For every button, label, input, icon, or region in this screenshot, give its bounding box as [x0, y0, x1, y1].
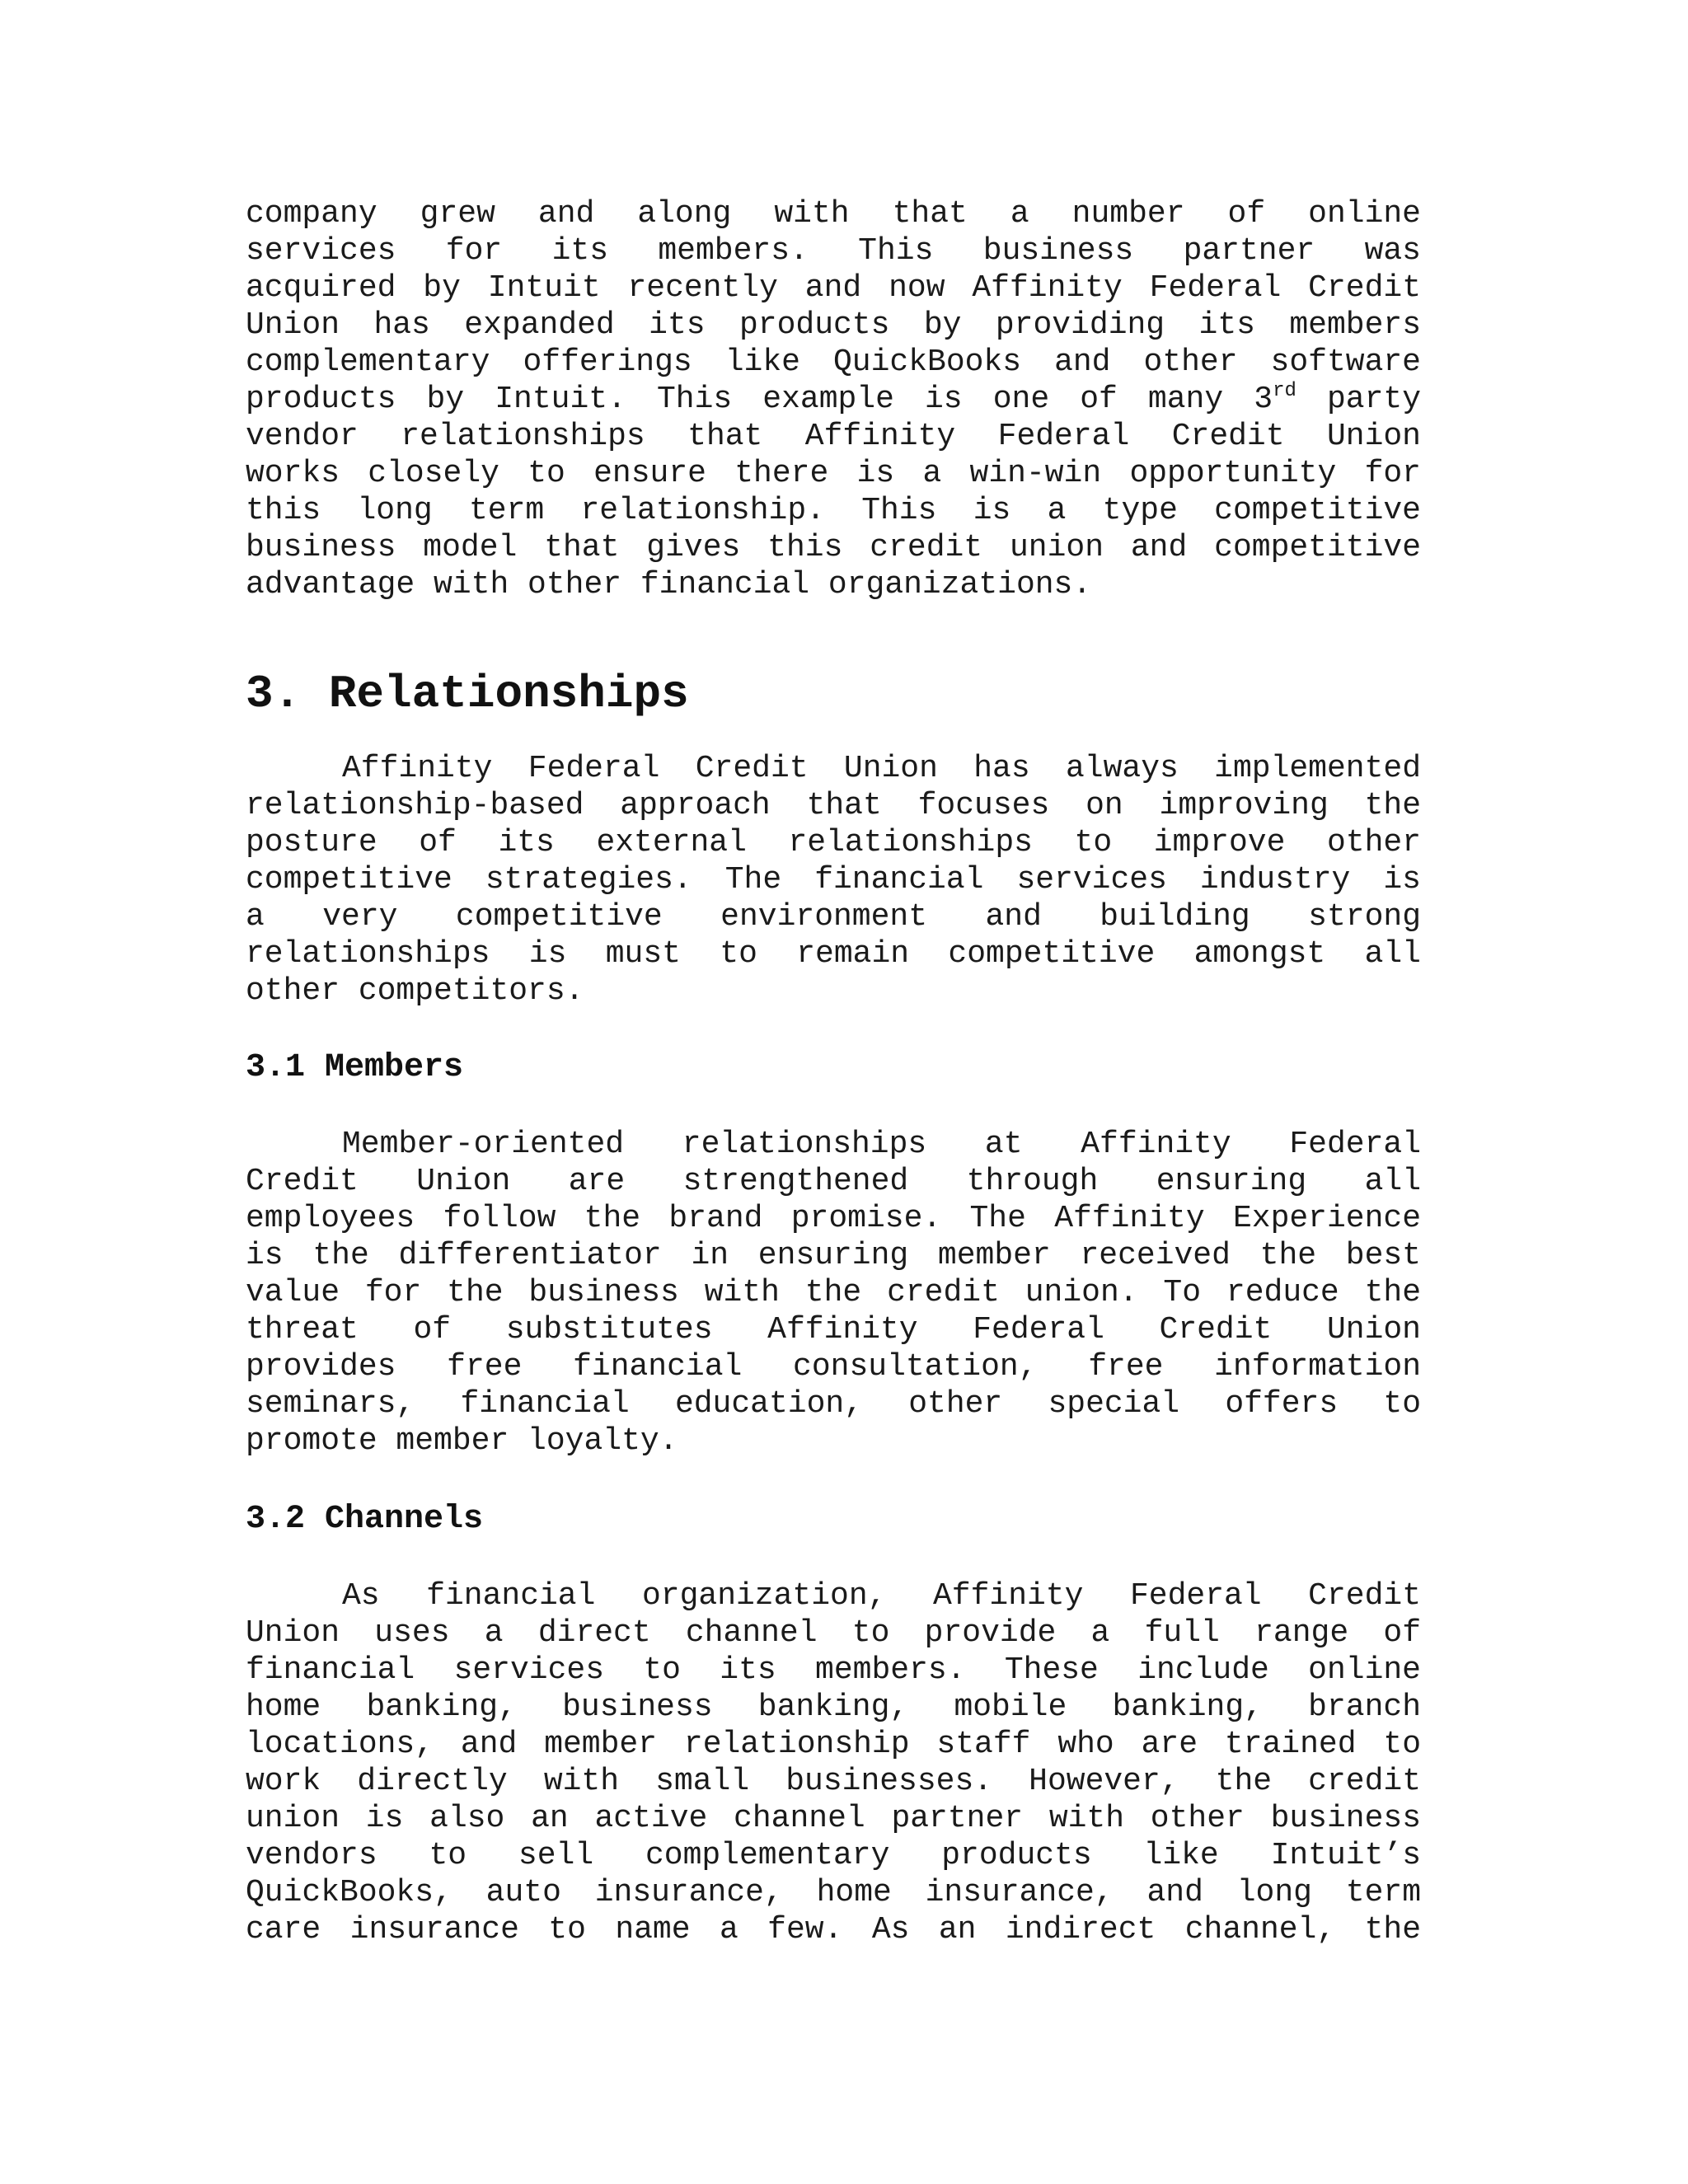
text-line: advantage with other financial organizations. [246, 567, 1092, 602]
text-line: seminars, financial education, other special offers to [246, 1386, 1421, 1422]
text-line: relationship-based approach that focuses on improving the [246, 788, 1421, 823]
section-number: 3. [246, 668, 302, 720]
text-line: services for its members. This business partner was [246, 233, 1421, 269]
text-line: provides free financial consultation, free information [246, 1349, 1421, 1385]
channels-paragraph [246, 1577, 1421, 1948]
text-line: vendors to sell complementary products like Intuit’s [246, 1838, 1421, 1873]
text-line: threat of substitutes Affinity Federal Credit Union [246, 1312, 1421, 1347]
text-line: other competitors. [246, 973, 584, 1009]
members-paragraph [246, 1126, 1421, 1460]
subsection-number: 3.2 [246, 1501, 306, 1538]
subsection-title: Members [325, 1049, 464, 1086]
text-line: employees follow the brand promise. The Affinity Experience [246, 1201, 1421, 1236]
text-line: competitive strategies. The financial services industry is [246, 862, 1421, 898]
subsection-title: Channels [325, 1501, 484, 1538]
text-line: Affinity Federal Credit Union has always implemented [342, 751, 1421, 786]
text-line: company grew and along with that a number of online [246, 196, 1421, 232]
text-line-with-superscript [246, 381, 1421, 418]
subsection-heading [246, 1501, 1421, 1539]
text-line: Member-oriented relationships at Affinity Federal [342, 1127, 1421, 1162]
text-line: Credit Union are strengthened through ensuring all [246, 1164, 1421, 1199]
section-title: Relationships [328, 668, 689, 720]
text-fragment: products by Intuit. This example is one of many 3 [246, 382, 1273, 417]
subsection-heading [246, 1049, 1421, 1087]
text-line: home banking, business banking, mobile banking, branch [246, 1690, 1421, 1725]
document-page [246, 195, 1421, 1948]
text-line: works closely to ensure there is a win-win opportunity for [246, 456, 1421, 491]
text-line: acquired by Intuit recently and now Affinity Federal Credit [246, 270, 1421, 306]
text-line: business model that gives this credit union and competitive [246, 530, 1421, 565]
text-line: value for the business with the credit union. To reduce the [246, 1275, 1421, 1310]
text-line: this long term relationship. This is a type competitive [246, 493, 1421, 528]
text-line: union is also an active channel partner with other business [246, 1801, 1421, 1836]
text-line: care insurance to name a few. As an indirect channel, the [246, 1912, 1421, 1947]
text-fragment: party [1296, 382, 1421, 417]
text-line: a very competitive environment and building strong [246, 899, 1421, 935]
text-line: Union uses a direct channel to provide a full range of [246, 1615, 1421, 1651]
text-line: relationships is must to remain competitive amongst all [246, 936, 1421, 972]
text-line: locations, and member relationship staff who are trained to [246, 1727, 1421, 1762]
text-line: QuickBooks, auto insurance, home insurance, and long term [246, 1875, 1421, 1910]
text-line: financial services to its members. These include online [246, 1652, 1421, 1688]
intro-paragraph [246, 195, 1421, 603]
section-heading [246, 669, 1421, 719]
subsection-number: 3.1 [246, 1049, 306, 1086]
text-line: As financial organization, Affinity Federal Credit [342, 1578, 1421, 1614]
text-line: promote member loyalty. [246, 1423, 678, 1459]
relationships-paragraph [246, 750, 1421, 1010]
text-line: work directly with small businesses. However, the credit [246, 1764, 1421, 1799]
text-line: Union has expanded its products by providing its members [246, 307, 1421, 343]
text-line: posture of its external relationships to improve other [246, 825, 1421, 860]
text-line: is the differentiator in ensuring member received the best [246, 1238, 1421, 1273]
ordinal-superscript: rd [1273, 380, 1296, 402]
text-line: vendor relationships that Affinity Federal Credit Union [246, 419, 1421, 454]
text-line: complementary offerings like QuickBooks and other software [246, 344, 1421, 380]
